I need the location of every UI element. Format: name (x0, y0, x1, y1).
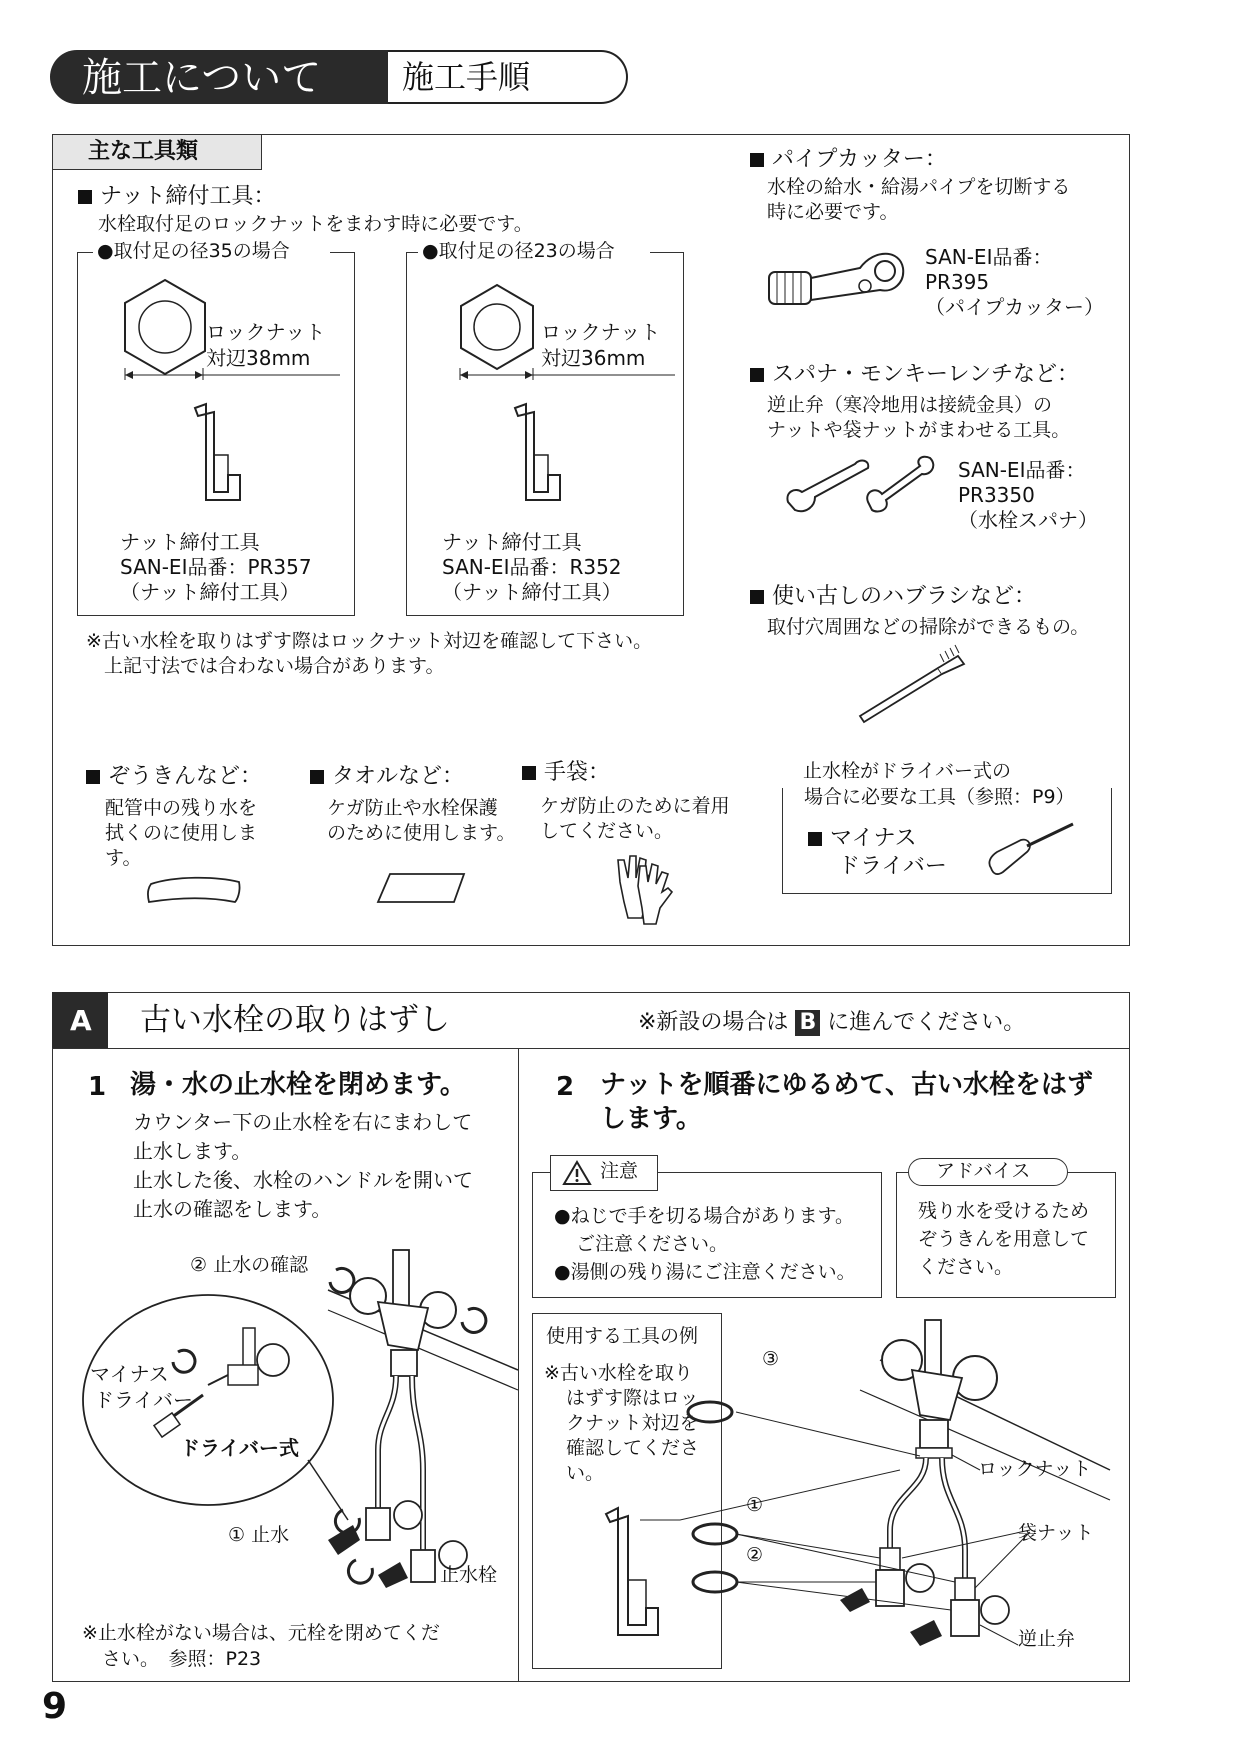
rag-desc-1: 配管中の残り水を (105, 797, 258, 819)
step1-number: 1 (88, 1072, 107, 1102)
advice-head: アドバイス (936, 1160, 1031, 1182)
nut-wrench-357-icon (190, 400, 250, 510)
step2-num-2: ② (746, 1544, 764, 1566)
towel-title: タオルなど： (310, 764, 464, 790)
caution-line-2: ご注意ください。 (576, 1233, 729, 1255)
pipe-cutter-icon (765, 238, 910, 318)
section-b-badge: B (795, 1010, 820, 1036)
spanner-code-3: （水栓スパナ） (958, 508, 1098, 532)
section-a-note: ※新設の場合は B に進んでください。 (638, 1010, 1026, 1035)
pipe-cutter-code-3: （パイプカッター） (925, 295, 1104, 319)
tool352-label-2: SAN-EI品番：R352 (442, 555, 622, 579)
nut-wrench-352-icon (510, 400, 570, 510)
spanner-code-2: PR3350 (958, 483, 1035, 507)
nut-tool-title: ナット締付工具： (78, 184, 276, 210)
gloves-icon (610, 852, 680, 928)
rag-icon (145, 872, 245, 906)
dimension-36-line (460, 368, 680, 388)
pipe-cutter-code-2: PR395 (925, 270, 990, 294)
step2-label-check-valve: 逆止弁 (1018, 1628, 1076, 1650)
towel-desc-1: ケガ防止や水栓保護 (327, 797, 498, 819)
spanner-title: スパナ・モンキーレンチなど： (750, 362, 1079, 388)
warning-triangle-icon (562, 1160, 592, 1186)
driver-name-1: マイナス (808, 826, 917, 852)
nut-note-2: 上記寸法では合わない場合があります。 (104, 655, 445, 677)
tool352-label-1: ナット締付工具 (442, 530, 582, 554)
toothbrush-icon (858, 650, 968, 722)
brush-desc: 取付穴周囲などの掃除ができるもの。 (767, 616, 1090, 638)
tool352-label-3: （ナット締付工具） (442, 580, 622, 604)
locknut-36-icon (457, 282, 537, 372)
section-a-header-divider (52, 1048, 1130, 1049)
case23-label: ●取付足の径23の場合 (418, 240, 619, 263)
nut36-label-1: ロックナット (541, 320, 661, 344)
pipe-cutter-desc-2: 時に必要です。 (767, 201, 899, 223)
step1-label-driver-type: ドライバー式 (180, 1436, 299, 1460)
spanner-code-1: SAN-EI品番： (958, 458, 1086, 482)
step1-body-3: 止水した後、水栓のハンドルを開いて (133, 1168, 473, 1192)
advice-line-2: ぞうきんを用意して (918, 1228, 1090, 1250)
step1-label-valve: 止水栓 (440, 1564, 498, 1586)
brush-title: 使い古しのハブラシなど： (750, 584, 1036, 610)
step1-note-2: さい。 参照：P23 (102, 1648, 262, 1670)
example-line-1: ※古い水栓を取り (544, 1362, 693, 1384)
towel-icon (372, 868, 472, 908)
section-a-title: 古い水栓の取りはずし (140, 1002, 450, 1038)
step2-title-1: ナットを順番にゆるめて、古い水栓をはず (600, 1070, 1093, 1100)
dimension-38-line (125, 368, 345, 388)
step1-faucet-illustration (78, 1250, 518, 1590)
step2-label-bagnut: 袋ナット (1018, 1522, 1094, 1544)
step2-num-1: ① (746, 1494, 764, 1516)
example-line-2: はずす際はロッ (566, 1387, 699, 1409)
flathead-screwdriver-icon (985, 822, 1080, 882)
rag-desc-3: す。 (105, 847, 142, 869)
tools-heading: 主な工具類 (88, 139, 199, 164)
step2-faucet-illustration (640, 1320, 1110, 1650)
section-a-column-divider (518, 1048, 519, 1682)
step2-number: 2 (556, 1072, 575, 1102)
nut36-label-2: 対辺36mm (541, 346, 646, 370)
page-subtitle: 施工手順 (402, 58, 531, 96)
spanner-icon (780, 452, 940, 522)
pipe-cutter-desc-1: 水栓の給水・給湯パイプを切断する (767, 176, 1071, 198)
nut38-label-1: ロックナット (206, 320, 326, 344)
step1-label-stop: ① 止水 (228, 1524, 290, 1546)
caution-line-1: ●ねじで手を切る場合があります。 (554, 1205, 855, 1227)
gloves-desc-1: ケガ防止のために着用 (540, 795, 730, 817)
driver-box-head-2: 場合に必要な工具（参照：P9） (800, 786, 1079, 809)
nut-tool-desc: 水栓取付足のロックナットをまわす時に必要です。 (98, 213, 533, 235)
pipe-cutter-title: パイプカッター： (750, 147, 947, 173)
page-header (50, 50, 580, 104)
nut38-label-2: 対辺38mm (206, 346, 311, 370)
locknut-38-icon (120, 277, 210, 377)
page-number: 9 (42, 1686, 68, 1727)
caution-line-3: ●湯側の残り湯にご注意ください。 (554, 1261, 856, 1283)
step1-body-2: 止水します。 (133, 1139, 252, 1163)
case35-label: ●取付足の径35の場合 (93, 240, 294, 263)
step1-note-1: ※止水栓がない場合は、元栓を閉めてくだ (82, 1622, 440, 1644)
step1-label-driver-1: マイナス (90, 1362, 169, 1386)
example-line-5: い。 (566, 1462, 605, 1484)
advice-line-3: ください。 (918, 1256, 1014, 1278)
rag-title: ぞうきんなど： (86, 764, 262, 790)
tool357-label-2: SAN-EI品番：PR357 (120, 555, 312, 579)
step2-label-locknut: ロックナット (978, 1458, 1092, 1480)
example-line-4: 確認してくださ (566, 1437, 700, 1459)
driver-name-2: ドライバー (838, 854, 947, 879)
page-title: 施工について (82, 55, 322, 101)
spanner-desc-1: 逆止弁（寒冷地用は接続金具）の (767, 394, 1053, 416)
step2-title-2: します。 (600, 1104, 702, 1134)
tool357-label-1: ナット締付工具 (120, 530, 260, 554)
step1-body-1: カウンター下の止水栓を右にまわして (133, 1110, 473, 1134)
towel-desc-2: のために使用します。 (327, 822, 516, 844)
driver-box-head-1: 止水栓がドライバー式の (803, 760, 1012, 782)
pipe-cutter-code-1: SAN-EI品番： (925, 245, 1053, 269)
tool357-label-3: （ナット締付工具） (120, 580, 300, 604)
gloves-title: 手袋： (522, 760, 610, 786)
step1-label-check: ② 止水の確認 (190, 1254, 309, 1276)
caution-head: 注意 (600, 1160, 639, 1182)
example-line-3: クナット対辺を (566, 1412, 699, 1434)
gloves-desc-2: してください。 (540, 820, 674, 842)
step1-label-driver-2: ドライバー (94, 1388, 193, 1412)
step1-title: 湯・水の止水栓を閉めます。 (130, 1070, 466, 1100)
section-a-badge-letter: A (70, 1004, 92, 1037)
spanner-desc-2: ナットや袋ナットがまわせる工具。 (767, 419, 1071, 441)
step2-num-3: ③ (762, 1348, 780, 1370)
example-head: 使用する工具の例 (546, 1325, 699, 1347)
rag-desc-2: 拭くのに使用しま (105, 822, 258, 844)
advice-line-1: 残り水を受けるため (918, 1200, 1090, 1222)
nut-note-1: ※古い水栓を取りはずす際はロックナット対辺を確認して下さい。 (86, 630, 653, 652)
step1-body-4: 止水の確認をします。 (133, 1197, 332, 1221)
